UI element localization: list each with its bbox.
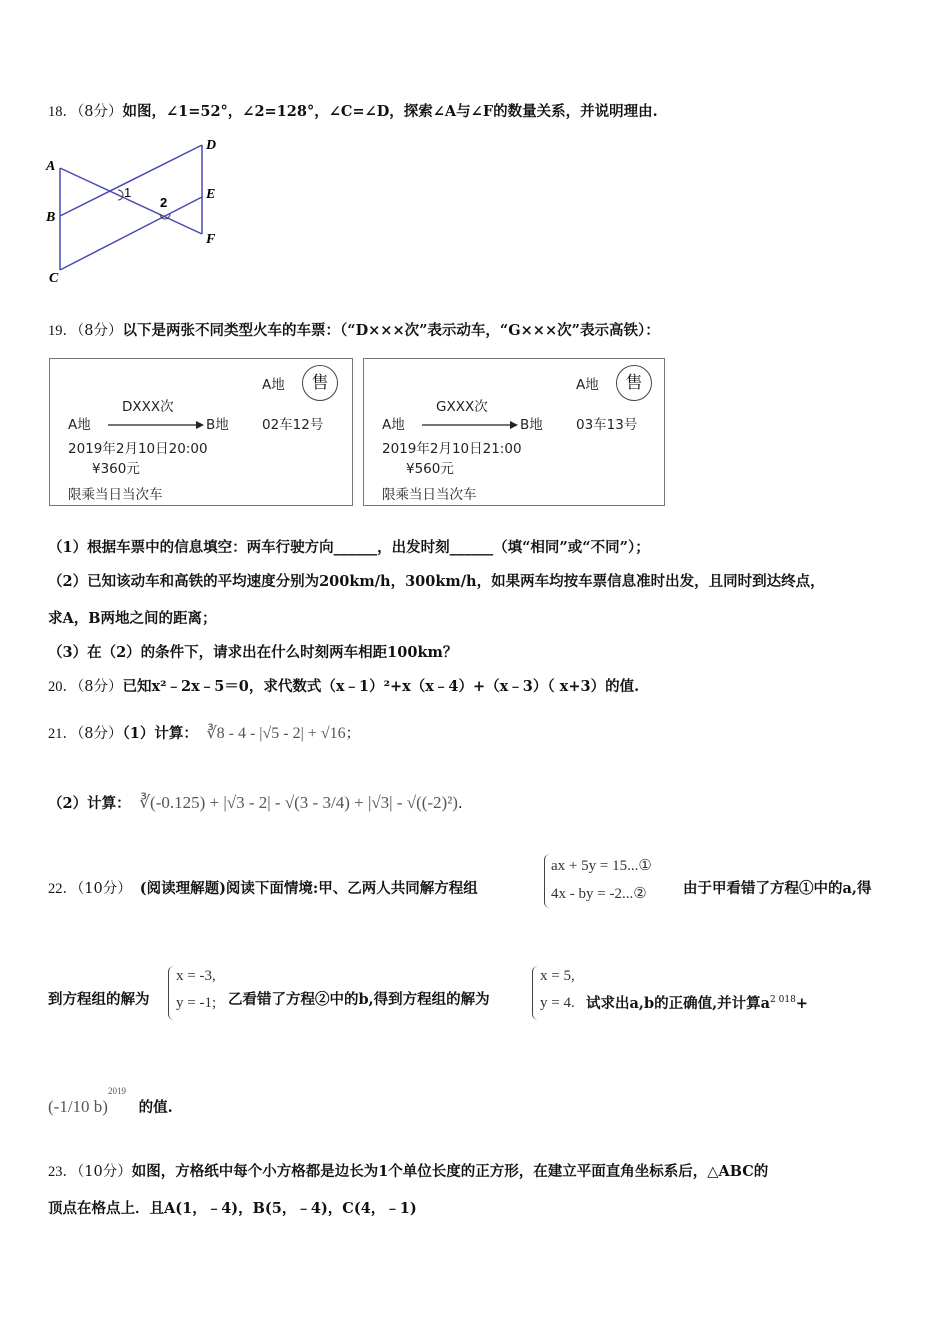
q19-sub2b: 求A，B两地之间的距离； xyxy=(48,610,217,627)
q23-score: （10分） xyxy=(77,1164,132,1180)
solution2-brace xyxy=(532,966,539,1020)
q19-score: （8分） xyxy=(77,323,123,339)
q18-figure xyxy=(40,132,230,287)
label-c: C xyxy=(49,271,59,286)
ticket-to: B地 xyxy=(206,417,229,433)
q19-sub1: （1）根据车票中的信息填空：两车行驶方向______，出发时刻______（填“相同”或“不同”）； xyxy=(48,539,650,556)
q18-text: 如图，∠1=52°，∠2=128°，∠C=∠D，探索∠A与∠F的数量关系，并说明理由. xyxy=(122,103,658,120)
q22-exp2: 2019 xyxy=(107,1086,126,1096)
q20-text: 已知x²﹣2x﹣5＝0，求代数式（x﹣1）²+x（x﹣4）+（x﹣3）（ x+3）的值. xyxy=(122,678,640,695)
sold-stamp: 售 xyxy=(616,365,652,401)
q19-sub3: （3）在（2）的条件下，请求出在什么时刻两车相距100km？ xyxy=(48,644,458,661)
q23-text: 如图，方格纸中每个小方格都是边长为1个单位长度的正方形，在建立平面直角坐标系后，△ABC的 xyxy=(131,1163,769,1180)
label-a: A xyxy=(46,159,56,174)
q21-part2-end: . xyxy=(457,796,463,812)
ticket-note: 限乘当日当次车 xyxy=(382,487,477,503)
q21-number: 21． xyxy=(48,726,77,742)
solution2-y: y = 4. xyxy=(540,995,575,1011)
q19-number: 19． xyxy=(48,323,77,339)
q18-number: 18． xyxy=(48,104,77,120)
ticket-time: 2019年2月10日21:00 xyxy=(382,441,522,457)
q22-exp1: 2 018 xyxy=(770,995,796,1005)
equation-1: ax + 5y = 15...① xyxy=(551,858,652,874)
ticket-seat: 03车13号 xyxy=(576,417,638,433)
ticket-train: DXXX次 xyxy=(122,399,174,415)
arrow-icon xyxy=(108,420,204,430)
q22-plus: + xyxy=(795,994,808,1012)
q19-line xyxy=(48,321,660,341)
q21-part1-expr: ∛8 - 4 - |√5 - 2| + √16 xyxy=(206,725,346,742)
ticket-time: 2019年2月10日20:00 xyxy=(68,441,208,457)
arrow-icon xyxy=(422,420,518,430)
ticket-price: ¥360元 xyxy=(92,461,140,477)
label-f: F xyxy=(206,232,216,247)
line-af xyxy=(60,168,202,234)
ticket-d xyxy=(49,358,353,506)
q21-part2-label: （2）计算： xyxy=(48,795,131,812)
label-d: D xyxy=(206,138,217,153)
line-bd xyxy=(60,145,202,216)
q23-line1 xyxy=(48,1162,768,1182)
q19-text: 以下是两张不同类型火车的车票：（“D×××次”表示动车，“G×××次”表示高铁）： xyxy=(122,322,660,339)
ticket-seat: 02车12号 xyxy=(262,417,324,433)
q22-text-c: 到方程组的解为 xyxy=(48,991,150,1008)
ticket-station: A地 xyxy=(576,377,599,393)
ticket-g xyxy=(363,358,665,506)
sold-stamp: 售 xyxy=(302,365,338,401)
q21-part1-label: （1）计算： xyxy=(122,725,198,742)
solution1-brace xyxy=(168,966,175,1020)
ticket-train: GXXX次 xyxy=(436,399,488,415)
q20-number: 20． xyxy=(48,679,77,695)
label-e: E xyxy=(206,187,216,202)
ticket-price: ¥560元 xyxy=(406,461,454,477)
q23-number: 23． xyxy=(48,1164,77,1180)
q22-text-d: 乙看错了方程②中的b,得到方程组的解为 xyxy=(228,991,490,1008)
line-ce xyxy=(60,197,202,270)
ticket-from: A地 xyxy=(68,417,91,433)
equation-2: 4x - by = -2...② xyxy=(551,886,647,902)
q21-line2 xyxy=(48,793,463,814)
q22-expr2: (-1/10 b) xyxy=(48,1096,108,1116)
q21-score: （8分） xyxy=(77,726,123,742)
q22-text-e: 试求出a,b的正确值,并计算a xyxy=(586,994,771,1012)
q18-line xyxy=(48,102,658,122)
q21-line1 xyxy=(48,724,360,744)
q21-part1-end: ； xyxy=(345,726,361,742)
q19-sub2: （2）已知该动车和高铁的平均速度分别为200km/h，300km/h，如果两车均按车票信息准时出发，且同时到达终点， xyxy=(48,573,825,590)
q20-line xyxy=(48,677,639,697)
q22-number: 22． xyxy=(48,881,77,897)
ticket-to: B地 xyxy=(520,417,543,433)
ticket-station: A地 xyxy=(262,377,285,393)
solution1-x: x = -3, xyxy=(176,968,216,984)
label-angle-2: 2 xyxy=(160,195,168,210)
q21-part2-expr: ∛(-0.125) + |√3 - 2| - √(3 - 3/4) + |√3| - √((-2)²) xyxy=(139,793,458,812)
system-brace xyxy=(544,854,551,908)
q22-line2-right xyxy=(586,990,808,1014)
q18-score: （8分） xyxy=(77,104,123,120)
ticket-from: A地 xyxy=(382,417,405,433)
solution1-y: y = -1; xyxy=(176,995,217,1011)
solution2-x: x = 5, xyxy=(540,968,575,984)
q22-text-a: (阅读理解题)阅读下面情境:甲、乙两人共同解方程组 xyxy=(139,880,478,897)
q22-text-b: 由于甲看错了方程①中的a,得 xyxy=(683,880,872,897)
q22-text-f: 的值. xyxy=(138,1098,173,1116)
q22-line3 xyxy=(48,1086,173,1118)
label-b: B xyxy=(46,210,56,225)
q23-text2: 顶点在格点上．且A(1，﹣4)，B(5，﹣4)，C(4，﹣1) xyxy=(48,1200,417,1217)
q22-score: （10分） xyxy=(77,881,132,897)
q22-line1-left xyxy=(48,879,478,899)
label-angle-1: 1 xyxy=(124,185,132,200)
q20-score: （8分） xyxy=(77,679,123,695)
ticket-note: 限乘当日当次车 xyxy=(68,487,163,503)
